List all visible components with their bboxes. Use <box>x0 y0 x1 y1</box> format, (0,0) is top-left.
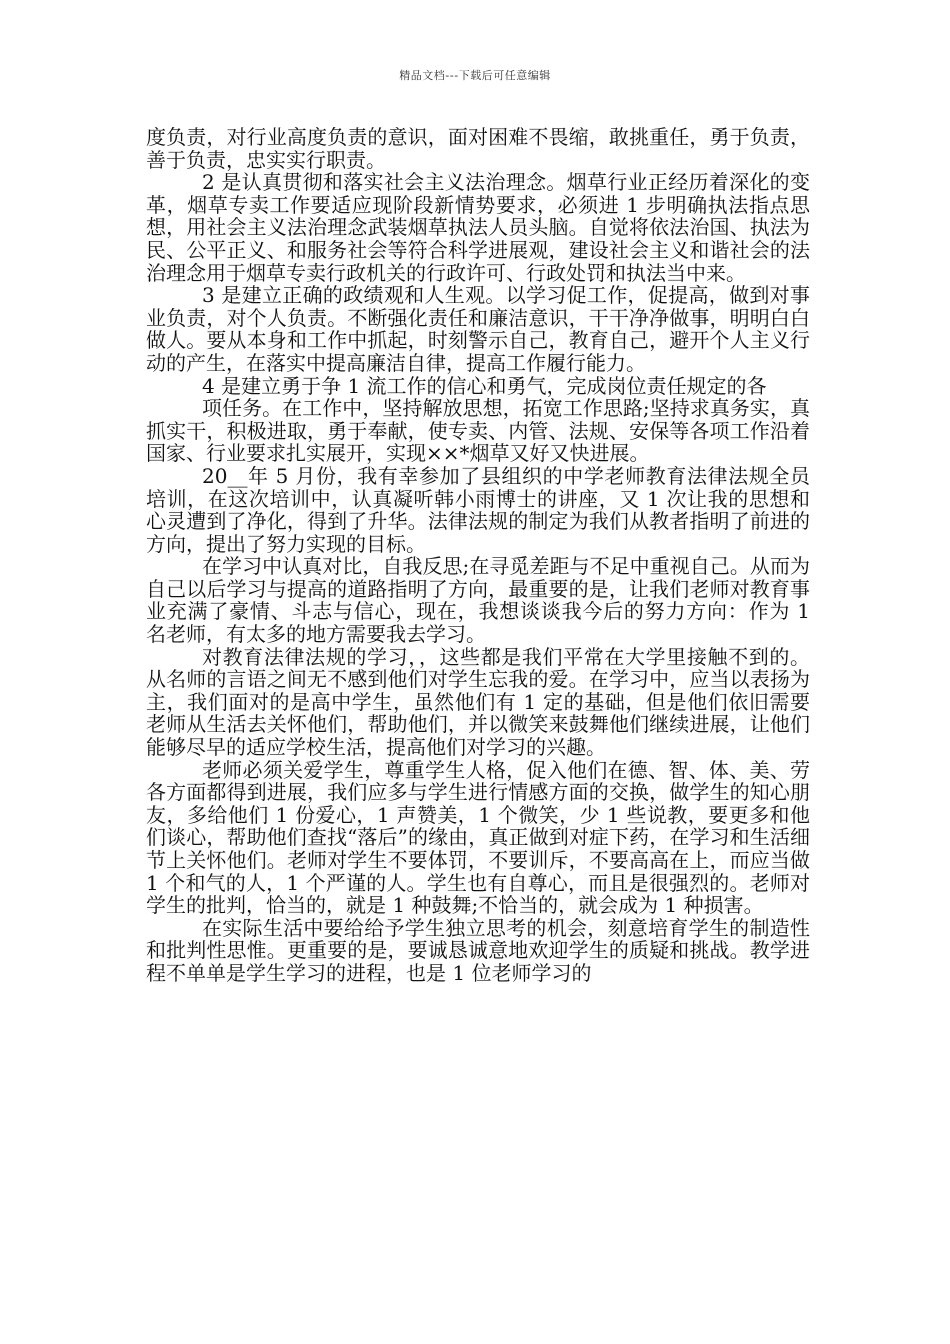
paragraph: 对教育法律法规的学习，，这些都是我们平常在大学里接触不到的。从名师的言语之间无不感到他们对学生忘我的爱。在学习中，应当以表扬为主，我们面对的是高中学生，虽然他们有 1 定的基础，但是他们依旧需要老师从生活去关怀他们，帮助他们，并以微笑来鼓舞他们继续进展，让他们能够尽早的适应学校生活，提高他们对学习的兴趣。 <box>146 644 810 760</box>
paragraph: 度负责，对行业高度负责的意识，面对困难不畏缩，敢挑重任，勇于负责，善于负责，忠实实行职责。 <box>146 125 810 172</box>
paragraph: 在实际生活中要给给予学生独立思考的机会，刻意培育学生的制造性和批判性思惟。更重要的是，要诚恳诚意地欢迎学生的质疑和挑战。教学进程不单单是学生学习的进程，也是 1 位老师学习的 <box>146 915 810 985</box>
paragraph: 20__年 5 月份，我有幸参加了县组织的中学老师教育法律法规全员培训，在这次培训中，认真凝听韩小雨博士的讲座，又 1 次让我的思想和心灵遭到了净化，得到了升华。法律法规的制定为我们从教者指明了前进的方向，提出了努力实现的目标。 <box>146 463 810 556</box>
page-header: 精品文档---下载后可任意编辑 <box>399 69 551 82</box>
document-body <box>146 126 810 985</box>
paragraph: 在学习中认真对比，自我反思;在寻觅差距与不足中重视自己。从而为自己以后学习与提高的道路指明了方向，最重要的是，让我们老师对教育事业充满了豪情、斗志与信心，现在，我想谈谈我今后的努力方向：作为 1 名老师，有太多的地方需要我去学习。 <box>146 554 810 647</box>
paragraph: 2 是认真贯彻和落实社会主义法治理念。烟草行业正经历着深化的变革，烟草专卖工作要适应现阶段新情势要求，必须进 1 步明确执法指点思想，用社会主义法治理念武装烟草执法人员头脑。自觉将依法治国、执法为民、公平正义、和服务社会等符合科学进展观，建设社会主义和谐社会的法治理念用于烟草专卖行政机关的行政许可、行政处罚和执法当中来。 <box>146 170 810 285</box>
paragraph: 老师必须关爱学生，尊重学生人格，促入他们在德、智、体、美、劳各方面都得到进展，我们应多与学生进行情感方面的交换，做学生的知心朋友，多给他们 1 份爱心，1 声赞美，1 个微笑，少 1 些说教，要更多和他们谈心，帮助他们查找“落后”的缘由，真正做到对症下药，在学习和生活细节上关怀他们。老师对学生不要体罚，不要训斥，不要高高在上，而应当做 1 个和气的人，1 个严谨的人。学生也有自尊心，而且是很强烈的。老师对学生的批判，恰当的，就是 1 种鼓舞;不恰当的，就会成为 1 种损害。 <box>146 757 810 918</box>
paragraph: 4 是建立勇于争 1 流工作的信心和勇气，完成岗位责任规定的各 <box>202 373 767 398</box>
paragraph: 3 是建立正确的政绩观和人生观。以学习促工作，促提高，做到对事业负责，对个人负责。不断强化责任和廉洁意识，干干净净做事，明明白白做人。要从本身和工作中抓起，时刻警示自己，教育自己，避开个人主义行动的产生，在落实中提高廉洁自律，提高工作履行能力。 <box>146 283 810 375</box>
paragraph: 项任务。在工作中，坚持解放思想，拓宽工作思路;坚持求真务实，真抓实干，积极进取，勇于奉献，使专卖、内管、法规、安保等各项工作沿着国家、行业要求扎实展开，实现××*烟草又好又快进展。 <box>146 396 810 466</box>
